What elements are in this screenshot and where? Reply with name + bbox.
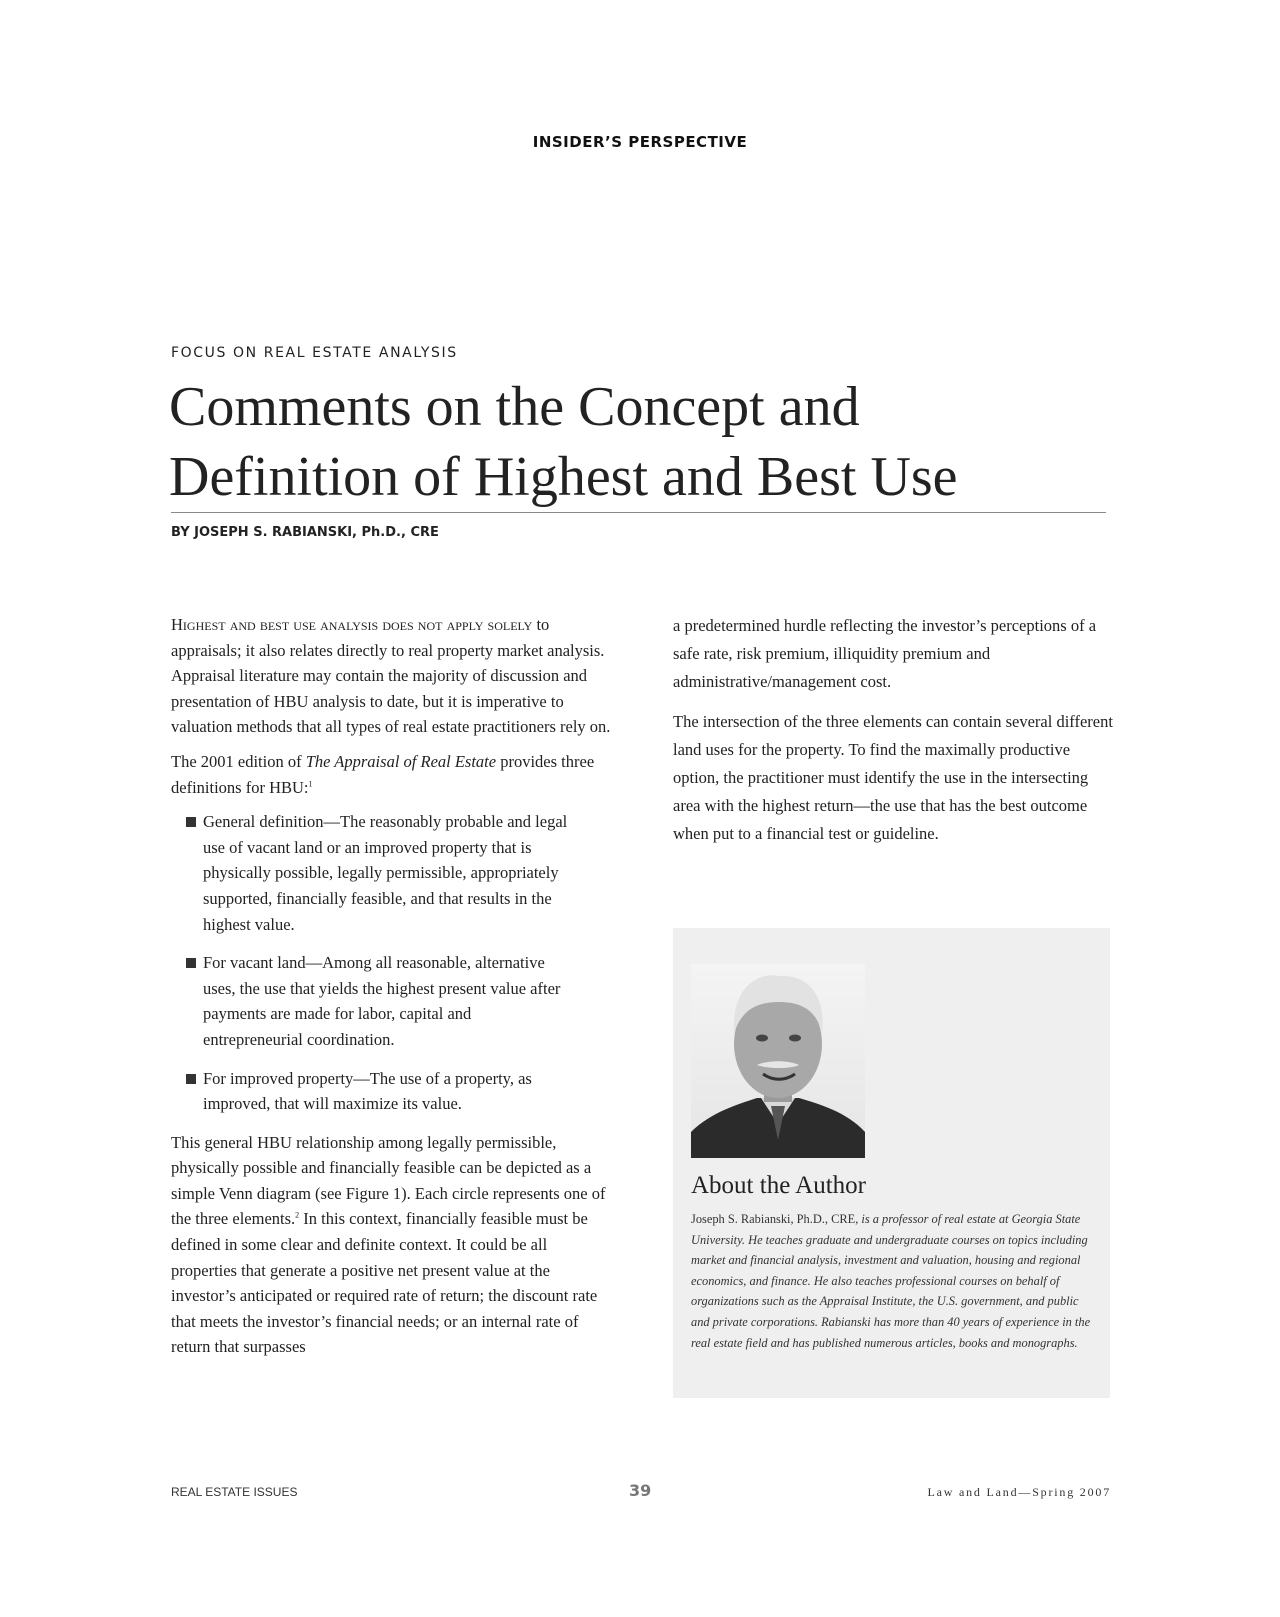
paragraph-venn xyxy=(171,1130,611,1360)
paragraph-intro xyxy=(171,612,611,740)
venn-text-pre: This general HBU relationship among legally permissible, physically possible and financially feasible can be depicted as a simple Venn diagram (see Figure 1). Each circle represents one of the three elements. xyxy=(171,1132,606,1229)
footer-issue: Law and Land—Spring 2007 xyxy=(927,1485,1111,1499)
paragraph-definitions xyxy=(171,749,611,800)
list-item-text: General definition—The reasonably probable and legal use of vacant land or an improved property that is physically possible, legally permissible, appropriately supported, financially feasible, and that results in the highest value. xyxy=(203,812,568,934)
square-bullet-icon xyxy=(186,817,196,827)
author-portrait-icon xyxy=(691,964,865,1158)
page-kicker: INSIDER’S PERSPECTIVE xyxy=(532,133,748,151)
list-item xyxy=(203,950,573,1052)
venn-text-post: In this context, financially feasible must be defined in some clear and definite context. It could be all properties that generate a positive net present value at the investor’s anticipated or required rate of return; the discount rate that meets the investor’s financial needs; or an internal rate of return that surpasses xyxy=(171,1209,598,1357)
author-bio xyxy=(691,1209,1096,1353)
footnote-ref-2: 2 xyxy=(295,1210,300,1220)
author-name: Joseph S. Rabianski, Ph.D., CRE, xyxy=(691,1212,859,1226)
page-number: 39 xyxy=(629,1481,652,1500)
footer-publication: REAL ESTATE ISSUES xyxy=(171,1485,298,1499)
lead-in: Highest and best use analysis does not apply solely xyxy=(171,615,533,634)
page-footer xyxy=(171,1481,1111,1504)
footnote-ref-1: 1 xyxy=(308,779,313,789)
byline: BY JOSEPH S. RABIANSKI, Ph.D., CRE xyxy=(171,525,439,540)
definitions-list xyxy=(171,809,611,1117)
author-photo xyxy=(691,964,865,1158)
author-heading: About the Author xyxy=(691,1172,866,1199)
square-bullet-icon xyxy=(186,958,196,968)
list-item-text: For improved property—The use of a property, as improved, that will maximize its value. xyxy=(203,1068,532,1114)
article-title-line-1: Comments on the Concept and xyxy=(169,376,860,438)
right-column xyxy=(673,612,1113,860)
section-label: FOCUS ON REAL ESTATE ANALYSIS xyxy=(171,345,458,361)
article-title-line-2: Definition of Highest and Best Use xyxy=(169,446,958,508)
list-item xyxy=(203,809,573,937)
intro-text: to appraisals; it also relates directly to real property market analysis. Appraisal literature may contain the majority of discussion and presentation of HBU analysis to date, but it is imperative to valuation methods that all types of real estate practitioners rely on. xyxy=(171,615,611,737)
book-title: The Appraisal of Real Estate xyxy=(305,751,497,771)
article-title xyxy=(169,372,1129,512)
paragraph-intersection: The intersection of the three elements can contain several different land uses for the property. To find the maximally productive option, the practitioner must identify the use in the intersecting area with the highest return—the use that has the best outcome when put to a financial test or guideline. xyxy=(673,712,1113,843)
definitions-text-post: provides three definitions for HBU: xyxy=(171,751,595,797)
paragraph-hurdle: a predetermined hurdle reflecting the investor’s perceptions of a safe rate, risk premium, illiquidity premium and administrative/management cost. xyxy=(673,616,1097,691)
list-item-text: For vacant land—Among all reasonable, alternative uses, the use that yields the highest present value after payments are made for labor, capital and entrepreneurial coordination. xyxy=(203,953,561,1049)
author-bio-text: is a professor of real estate at Georgia State University. He teaches graduate and undergraduate courses on topics including market and financial analysis, investment and valuation, housing and regional economics, and finance. He also teaches professional courses on behalf of organizations such as the Appraisal Institute, the U.S. government, and public and private corporations. Rabianski has more than 40 years of experience in the real estate field and has published numerous articles, books and monographs. xyxy=(691,1212,1091,1350)
left-column xyxy=(171,612,611,1369)
about-author-box xyxy=(673,928,1110,1398)
square-bullet-icon xyxy=(186,1074,196,1084)
definitions-text-pre: The 2001 edition of xyxy=(171,751,306,771)
list-item xyxy=(203,1066,573,1117)
title-rule xyxy=(171,512,1106,513)
